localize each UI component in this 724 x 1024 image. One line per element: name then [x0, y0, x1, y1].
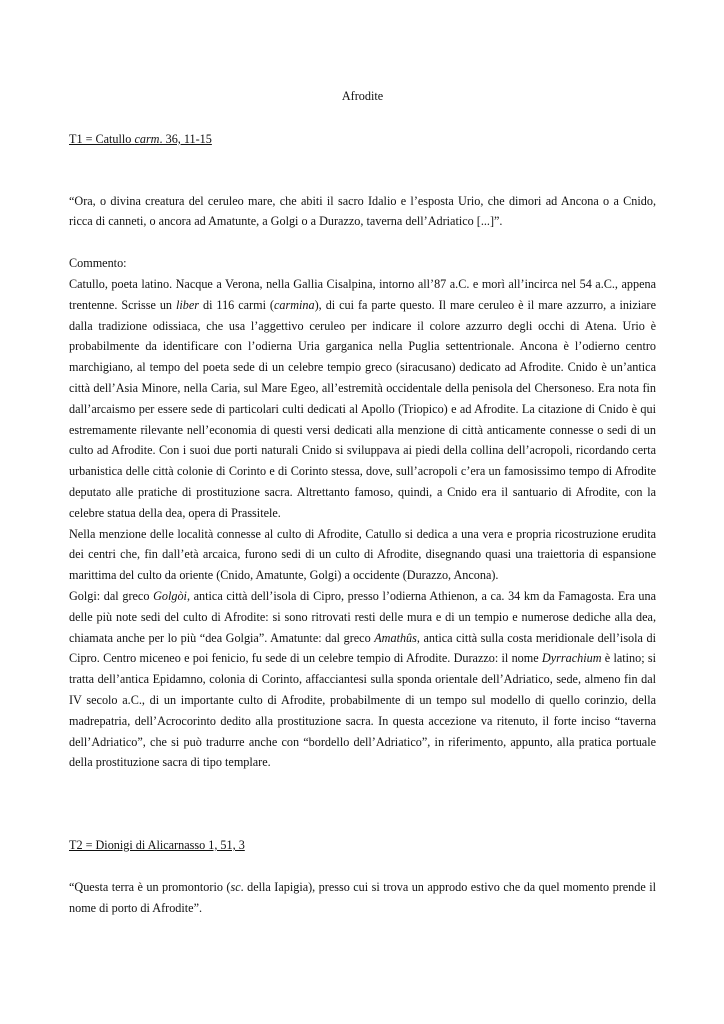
t1-heading-text: T1 = Catullo — [69, 131, 135, 146]
t1-heading-ref: . 36, 11-15 — [159, 131, 212, 146]
t2-quote: “Questa terra è un promontorio (sc. della Iapigia), presso cui si trova un approdo estivo che da quel momento prende il nome di porto di Afrodite”. — [69, 879, 656, 915]
t1-heading — [69, 129, 656, 150]
t1-heading-italic: carm — [134, 131, 160, 146]
commento-paragraph-2: Nella menzione delle località connesse al culto di Afrodite, Catullo si dedica a una vera e propria ricostruzione erudita dei centri che, fin dall’età arcaica, furono sedi di un culto di Afrodite, disegnando quasi una traiettoria di espansione marittima del culto da oriente (Cnido, Amatunte, Golgi) a occidente (Durazzo, Ancona). — [69, 526, 656, 583]
commento-paragraph-3: Golgi: dal greco Golgòi, antica città dell’isola di Cipro, presso l’odierna Athienon, a ca. 34 km da Famagosta. Era una delle più note sedi del culto di Afrodite: si sono ritrovati resti delle mura e di un tempio e numerose dediche alla dea, chiamata anche per lo più “dea Golgia”. Amatunte: dal greco Amathûs, antica città sulla costa meridionale dell’isola di Cipro. Centro miceneo e poi fenicio, fu sede di un celebre tempio di Afrodite. Durazzo: il nome Dyrrachium è latino; si tratta dell’antica Epidamno, colonia di Corinto, affacciantesi sulla sponda orientale dell’Adriatico, sede, almeno fin dal IV secolo a.C., di un importante culto di Afrodite, probabilmente di un tempo sul modello di quello corinzio, della madrepatria, dell’Acrocorinto dedito alla prostituzione sacra. In questa accezione va ritenuto, il forte inciso “taverna dell’Adriatico”, che si può tradurre anche con “bordello dell’Adriatico”, in riferimento, appunto, alla pratica portuale della prostituzione sacra di tipo templare. — [69, 588, 656, 770]
page-title: Afrodite — [341, 89, 384, 103]
t1-quote: “Ora, o divina creatura del ceruleo mare, che abiti il sacro Idalio e l’esposta Urio, che dimori ad Ancona o a Cnido, ricca di canneti, o ancora ad Amatunte, a Golgi o a Durazzo, taverna dell’Adriatico [...]”. — [69, 193, 656, 229]
t2-heading: T2 = Dionigi di Alicarnasso 1, 51, 3 — [69, 838, 245, 853]
commento-label: Commento: — [69, 256, 127, 271]
commento-paragraph-1: Catullo, poeta latino. Nacque a Verona, nella Gallia Cisalpina, intorno all’87 a.C. e morì all’incirca nel 54 a.C., appena trentenne. Scrisse un liber di 116 carmi (carmina), di cui fa parte questo. Il mare ceruleo è il mare azzurro, a iniziare dalla tradizione odissiaca, che usa l’aggettivo ceruleo per indicare il colore azzurro degli occhi di Atena. Urio è probabilmente da identificare con l’odierna Uria garganica nella Puglia settentrionale. Ancona è l’odierno centro marchigiano, al tempo del poeta sede di un celebre tempio greco (siracusano) dedicato ad Afrodite. Cnido è un’antica città dell’Asia Minore, nella Caria, sul Mare Egeo, all’estremità occidentale della penisola del Chersoneso. Era nota fin dall’arcaismo per essere sede di particolari culti dedicati al Apollo (Triopico) e ad Afrodite. La citazione di Cnido è qui estremamente rilevante nell’economia di questi versi dedicati alla menzione di città anticamente connesse o sedi di un culto ad Afrodite. Con i suoi due porti naturali Cnido si sviluppava ai piedi della collina dell’acropoli, ricordando certa urbanistica delle città colonie di Corinto e di Corinto stessa, dove, sull’acropoli c’era un famosissimo tempo di Afrodite deputato alle pratiche di prostituzione sacra. Altrettanto famoso, quindi, a Cnido era il santuario di Afrodite, con la celebre statua della dea, opera di Prassitele. — [69, 276, 656, 520]
